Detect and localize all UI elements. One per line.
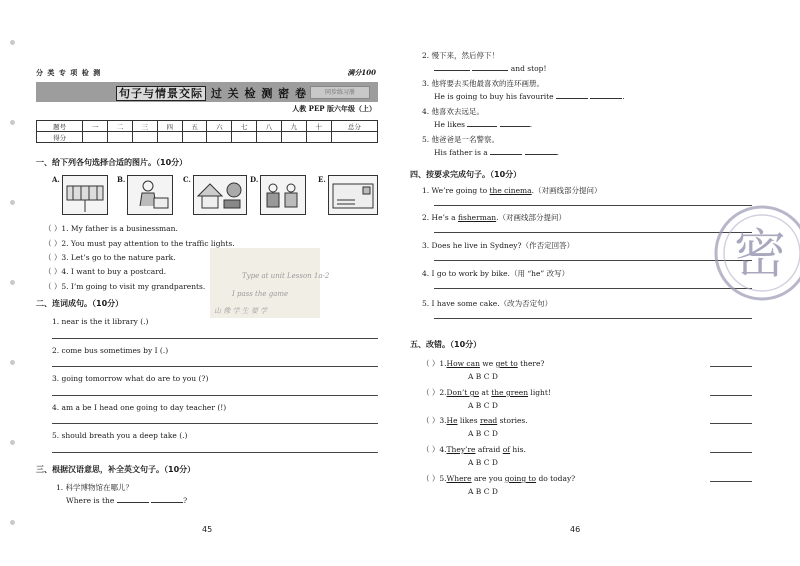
s5-part-2: read bbox=[479, 416, 498, 425]
series-label: 分 类 专 项 检 测 bbox=[36, 68, 102, 77]
binding-holes bbox=[0, 0, 24, 566]
faint-mark-3: 山 像 学 生 要 学 bbox=[214, 307, 268, 315]
s5-part-3: there? bbox=[517, 359, 545, 368]
s3-q4-chinese: 4. 他喜欢去远足。 bbox=[422, 107, 485, 116]
s3-q2-english bbox=[434, 64, 546, 73]
s5-part-0: Where bbox=[446, 474, 472, 483]
s2-answer-line-3[interactable] bbox=[52, 395, 378, 396]
pic-label-b: B. bbox=[117, 175, 126, 184]
s2-item-2: 2. come bus sometimes by I (.) bbox=[52, 346, 169, 355]
page-number-right: 46 bbox=[570, 525, 581, 534]
s4-item-text: 1. We’re going to bbox=[422, 186, 490, 195]
s3-q4-text: He likes bbox=[434, 120, 465, 129]
s1-item-4: （ ）4. I want to buy a postcard. bbox=[44, 267, 167, 276]
s5-part-3: do today? bbox=[536, 474, 576, 483]
score-cell-4[interactable] bbox=[157, 132, 182, 143]
score-table-col-0: 题号 bbox=[37, 121, 83, 132]
score-cell-11[interactable] bbox=[331, 132, 377, 143]
score-row-label: 得分 bbox=[37, 132, 83, 143]
s3-q3-blank-2[interactable] bbox=[590, 98, 622, 99]
s3-q5-text: His father is a bbox=[434, 148, 488, 157]
picture-c-nature-park bbox=[193, 175, 247, 215]
s5-part-0: How can bbox=[446, 359, 480, 368]
s5-options-2: A B C D bbox=[468, 401, 498, 410]
s2-item-4: 4. am a be I head one going to day teacher (!) bbox=[52, 403, 227, 412]
s5-part-3: stories. bbox=[497, 416, 528, 425]
page-title bbox=[116, 85, 307, 101]
s1-item-2: （ ）2. You must pay attention to the traffic lights. bbox=[44, 239, 235, 248]
s5-part-2: of bbox=[502, 445, 511, 454]
s5-item-3 bbox=[422, 415, 528, 426]
s5-part-3: light! bbox=[528, 388, 551, 397]
score-table-header-row bbox=[37, 121, 378, 132]
s4-answer-line-2[interactable] bbox=[434, 232, 752, 233]
s5-paren[interactable]: （ ）3. bbox=[422, 416, 447, 425]
s1-item-3: （ ）3. Let’s go to the nature park. bbox=[44, 253, 176, 262]
s4-item-text: 5. I have some cake.（改为否定句） bbox=[422, 299, 553, 308]
postcard-icon bbox=[329, 176, 377, 214]
picture-d-grandparents bbox=[260, 175, 306, 215]
section2-heading: 二、连词成句。（10分） bbox=[36, 299, 124, 308]
score-table-col-3: 三 bbox=[133, 121, 158, 132]
s5-paren[interactable]: （ ）2. bbox=[422, 388, 447, 397]
s5-correction-line-2[interactable] bbox=[710, 395, 752, 396]
section5-heading: 五、改错。（10分） bbox=[410, 340, 482, 349]
s5-options-1: A B C D bbox=[468, 372, 498, 381]
s4-item-1 bbox=[422, 185, 602, 196]
s3-q2-blank-1[interactable] bbox=[434, 70, 470, 71]
seal-char: 密 bbox=[733, 225, 787, 285]
s4-item-text: 2. He’s a bbox=[422, 213, 458, 222]
s5-paren[interactable]: （ ）1. bbox=[422, 359, 447, 368]
family-icon bbox=[261, 176, 305, 214]
s5-options-4: A B C D bbox=[468, 458, 498, 467]
s3-q1-end: ? bbox=[183, 496, 188, 505]
seal-icon bbox=[714, 198, 800, 308]
score-table-col-7: 七 bbox=[232, 121, 257, 132]
s5-correction-line-3[interactable] bbox=[710, 423, 752, 424]
s5-paren[interactable]: （ ）5. bbox=[422, 474, 447, 483]
header-top bbox=[36, 68, 376, 80]
edition-label: 人教 PEP 版六年级（上） bbox=[292, 104, 376, 113]
s3-q1-blank-1[interactable] bbox=[117, 502, 149, 503]
s4-item-4 bbox=[422, 268, 569, 279]
s1-item-5: （ ）5. I’m going to visit my grandparents. bbox=[44, 282, 206, 291]
s3-q3-english: He is going to buy his favourite . bbox=[434, 92, 625, 101]
s4-item-3 bbox=[422, 240, 574, 251]
s3-q2-end: and stop! bbox=[510, 64, 547, 73]
score-table-col-8: 八 bbox=[257, 121, 282, 132]
s2-answer-line-2[interactable] bbox=[52, 366, 378, 367]
s4-item-2 bbox=[422, 212, 566, 223]
s3-q3-blank-1[interactable] bbox=[556, 98, 588, 99]
s4-item-underlined: the cinema bbox=[489, 186, 532, 195]
s5-part-3: his. bbox=[510, 445, 526, 454]
s2-answer-line-4[interactable] bbox=[52, 423, 378, 424]
score-table-col-5: 五 bbox=[182, 121, 207, 132]
s4-item-text: 4. I go to work by bike.（用 “he” 改写） bbox=[422, 269, 570, 278]
score-table-col-10: 十 bbox=[306, 121, 331, 132]
score-cell-5[interactable] bbox=[182, 132, 207, 143]
s3-q5-chinese: 5. 他爸爸是一名警察。 bbox=[422, 135, 500, 144]
s3-q1-text: Where is the bbox=[66, 496, 115, 505]
s3-q1-english bbox=[66, 496, 187, 505]
s4-item-instruction: .（对画线部分提问） bbox=[496, 213, 567, 222]
s4-item-text: 3. Does he live in Sydney?（作否定回答） bbox=[422, 241, 575, 250]
s5-part-2: the green bbox=[491, 388, 529, 397]
s2-answer-line-1[interactable] bbox=[52, 338, 378, 339]
s5-item-1 bbox=[422, 358, 544, 369]
score-table-col-1: 一 bbox=[83, 121, 108, 132]
s2-item-5: 5. should breath you a deep take (.) bbox=[52, 431, 188, 440]
s5-part-2: get to bbox=[495, 359, 518, 368]
score-table-col-11: 总分 bbox=[331, 121, 377, 132]
s5-item-4 bbox=[422, 444, 526, 455]
s5-correction-line-5[interactable] bbox=[710, 481, 752, 482]
s1-item-1: （ ）1. My father is a businessman. bbox=[44, 224, 178, 233]
s5-options-3: A B C D bbox=[468, 429, 498, 438]
picture-a-traffic-sign bbox=[62, 175, 108, 215]
s3-q1-chinese: 1. 科学博物馆在哪儿？ bbox=[56, 483, 134, 492]
title-main: 句子与情景交际 bbox=[116, 86, 206, 101]
section3-heading: 三、根据汉语意思，补全英文句子。（10分） bbox=[36, 465, 196, 474]
section1-heading: 一、给下列各句选择合适的图片。（10分） bbox=[36, 158, 188, 167]
s2-item-3: 3. going tomorrow what do are to you (?) bbox=[52, 374, 209, 383]
s4-item-instruction: .（对画线部分提问） bbox=[531, 186, 602, 195]
s5-options-5: A B C D bbox=[468, 487, 498, 496]
s5-part-1: afraid bbox=[475, 445, 503, 454]
s5-part-2: going to bbox=[504, 474, 537, 483]
score-table bbox=[36, 120, 378, 143]
score-cell-3[interactable] bbox=[133, 132, 158, 143]
s4-answer-line-4[interactable] bbox=[434, 288, 752, 289]
s5-item-2 bbox=[422, 387, 551, 398]
banner-stamp: 同步练习册 bbox=[310, 86, 370, 99]
score-cell-10[interactable] bbox=[306, 132, 331, 143]
s5-paren[interactable]: （ ）4. bbox=[422, 445, 447, 454]
score-cell-9[interactable] bbox=[281, 132, 306, 143]
s3-q5-blank-2[interactable] bbox=[525, 154, 557, 155]
s3-q1-blank-2[interactable] bbox=[151, 502, 183, 503]
page-number-left: 45 bbox=[202, 525, 213, 534]
picture-e-postcard bbox=[328, 175, 378, 215]
s2-item-1: 1. near is the it library (.) bbox=[52, 317, 149, 326]
secret-seal-stamp bbox=[714, 198, 800, 308]
s4-item-underlined: fisherman bbox=[458, 213, 497, 222]
s5-part-0: They’re bbox=[446, 445, 476, 454]
s3-q2-chinese: 2. 慢下来，然后停下！ bbox=[422, 51, 500, 60]
pic-label-a: A. bbox=[52, 175, 60, 184]
s3-q5-blank-1[interactable] bbox=[490, 154, 522, 155]
s4-answer-line-3[interactable] bbox=[434, 260, 752, 261]
s4-item-5 bbox=[422, 298, 552, 309]
score-table-col-4: 四 bbox=[157, 121, 182, 132]
s5-part-0: He bbox=[446, 416, 458, 425]
score-cell-2[interactable] bbox=[108, 132, 133, 143]
s5-correction-line-1[interactable] bbox=[710, 366, 752, 367]
s4-answer-line-5[interactable] bbox=[434, 318, 752, 319]
faint-mark-2: I pass the game bbox=[232, 290, 289, 298]
left-page bbox=[0, 0, 398, 566]
s3-q3-text: He is going to buy his favourite bbox=[434, 92, 554, 101]
score-cell-8[interactable] bbox=[257, 132, 282, 143]
score-table-col-9: 九 bbox=[281, 121, 306, 132]
traffic-sign-icon bbox=[63, 176, 107, 214]
park-icon bbox=[194, 176, 246, 214]
s5-part-1: at bbox=[479, 388, 492, 397]
s4-answer-line-1[interactable] bbox=[434, 205, 752, 206]
s5-item-5 bbox=[422, 473, 575, 484]
picture-b-businessman bbox=[127, 175, 173, 215]
pic-label-d: D. bbox=[250, 175, 259, 184]
s3-q4-english: He likes . bbox=[434, 120, 533, 129]
title-rest: 过 关 检 测 密 卷 bbox=[206, 87, 307, 100]
businessman-icon bbox=[128, 176, 172, 214]
score-cell-1[interactable] bbox=[83, 132, 108, 143]
s3-q4-blank-2[interactable] bbox=[500, 126, 530, 127]
s3-q3-chinese: 3. 他将要去买他最喜欢的连环画册。 bbox=[422, 79, 545, 88]
s5-part-1: are you bbox=[471, 474, 505, 483]
s5-correction-line-4[interactable] bbox=[710, 452, 752, 453]
s3-q4-blank-1[interactable] bbox=[467, 126, 497, 127]
s5-part-1: likes bbox=[457, 416, 480, 425]
pic-label-c: C. bbox=[183, 175, 191, 184]
full-score-label: 满分100 bbox=[347, 68, 376, 77]
score-table-col-2: 二 bbox=[108, 121, 133, 132]
title-banner bbox=[36, 82, 378, 102]
score-table-col-6: 六 bbox=[207, 121, 232, 132]
s5-part-0: Don’t go bbox=[446, 388, 480, 397]
s3-q2-blank-2[interactable] bbox=[472, 70, 508, 71]
s3-q5-english: His father is a . bbox=[434, 148, 559, 157]
score-cell-7[interactable] bbox=[232, 132, 257, 143]
s2-answer-line-5[interactable] bbox=[52, 452, 378, 453]
faint-mark-1: Type at unit Lesson 1a-2 bbox=[242, 272, 330, 280]
pic-label-e: E. bbox=[318, 175, 326, 184]
section4-heading: 四、按要求完成句子。（10分） bbox=[410, 170, 522, 179]
score-table-score-row bbox=[37, 132, 378, 143]
score-cell-6[interactable] bbox=[207, 132, 232, 143]
s5-part-1: we bbox=[479, 359, 496, 368]
